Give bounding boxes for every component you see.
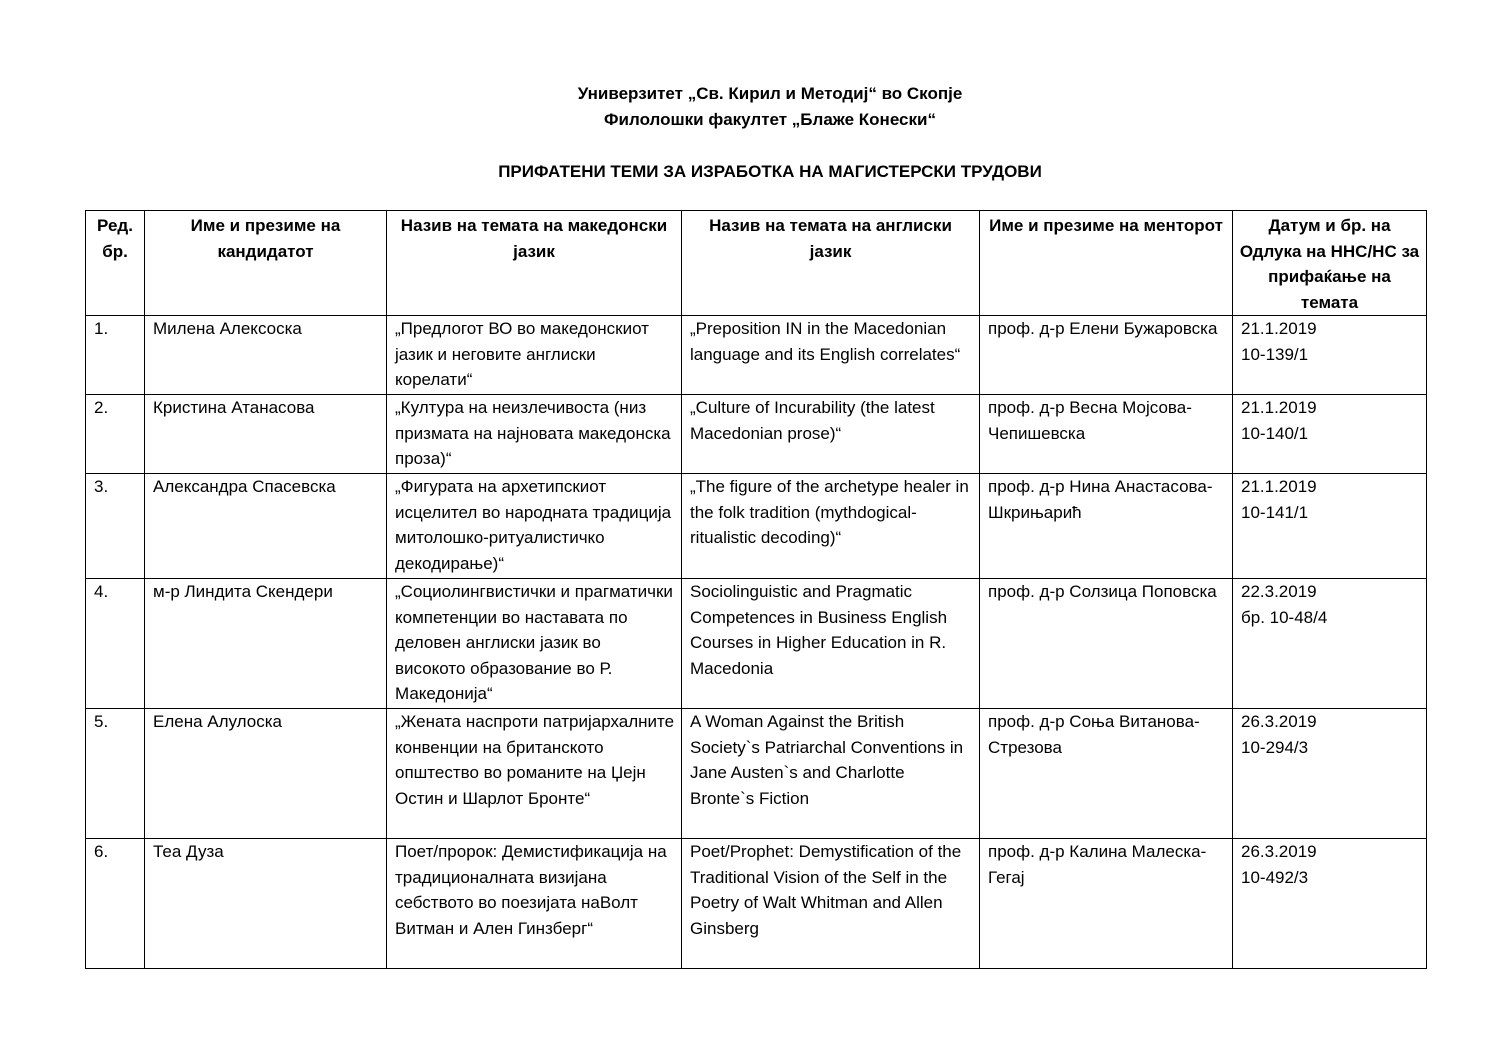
table-row — [86, 579, 1427, 709]
table-header-row — [86, 211, 1427, 316]
decision-number: 10-141/1 — [1241, 502, 1309, 522]
topic-title-en: „Culture of Incurability (the latest Macedonian prose)“ — [682, 395, 980, 474]
candidate-name: Елена Алулоска — [145, 709, 387, 839]
faculty-name: Филолошки факултет „Блаже Конески“ — [604, 110, 936, 129]
row-number: 3. — [86, 474, 145, 579]
table-row — [86, 474, 1427, 579]
mentor-name: проф. д-р Солзица Поповска — [980, 579, 1233, 709]
row-number: 1. — [86, 316, 145, 395]
topic-title-mk: Поет/пророк: Демистификација на традиционалната визијана себството во поезијата наВолт Витман и Ален Гинзберг“ — [387, 839, 682, 969]
mentor-name: проф. д-р Калина Малеска-Гегај — [980, 839, 1233, 969]
decision-date: 26.3.2019 — [1241, 842, 1317, 861]
mentor-name: проф. д-р Соња Витанова-Стрезова — [980, 709, 1233, 839]
topic-title-en: „The figure of the archetype healer in the folk tradition (mythdogical-ritualistic decoding)“ — [682, 474, 980, 579]
table-row — [86, 316, 1427, 395]
decision-cell — [1233, 579, 1427, 709]
table-row — [86, 709, 1427, 839]
topic-title-mk: „Жената наспроти патријархалните конвенции на британското општество во романите на Џејн Остин и Шарлот Бронте“ — [387, 709, 682, 839]
candidate-name: Милена Алексоска — [145, 316, 387, 395]
decision-cell — [1233, 709, 1427, 839]
decision-date: 26.3.2019 — [1241, 712, 1317, 731]
document-title: ПРИФАТЕНИ ТЕМИ ЗА ИЗРАБОТКА НА МАГИСТЕРСКИ ТРУДОВИ — [498, 162, 1042, 181]
university-name: Универзитет „Св. Кирил и Методиј“ во Скопје — [577, 84, 963, 103]
column-header-mentor: Име и презиме на менторот — [980, 211, 1233, 316]
column-header-number: Ред. бр. — [86, 211, 145, 316]
mentor-name: проф. д-р Нина Анастасова-Шкрињарић — [980, 474, 1233, 579]
decision-number: 10-294/3 — [1241, 737, 1309, 757]
candidate-name: Александра Спасевска — [145, 474, 387, 579]
row-number: 2. — [86, 395, 145, 474]
decision-number: 10-139/1 — [1241, 344, 1309, 364]
decision-cell — [1233, 839, 1427, 969]
decision-date: 21.1.2019 — [1241, 477, 1317, 496]
topic-title-en: A Woman Against the British Society`s Patriarchal Conventions in Jane Austen`s and Charlotte Bronte`s Fiction — [682, 709, 980, 839]
candidate-name: Кристина Атанасова — [145, 395, 387, 474]
topic-title-mk: „Социолингвистички и прагматички компетенции во наставата по деловен англиски јазик во високото образование во Р. Македонија“ — [387, 579, 682, 709]
row-number: 5. — [86, 709, 145, 839]
topic-title-mk: „Предлогот ВО во македонскиот јазик и неговите англиски корелати“ — [387, 316, 682, 395]
decision-date: 22.3.2019 — [1241, 582, 1317, 601]
table-row — [86, 395, 1427, 474]
candidate-name: Теа Дуза — [145, 839, 387, 969]
decision-number: 10-492/3 — [1241, 867, 1309, 887]
topic-title-en: „Preposition IN in the Macedonian language and its English correlates“ — [682, 316, 980, 395]
row-number: 4. — [86, 579, 145, 709]
column-header-decision: Датум и бр. на Одлука на ННС/НС за прифаќање на темата — [1233, 211, 1427, 316]
candidate-name: м-р Линдита Скендери — [145, 579, 387, 709]
mentor-name: проф. д-р Елени Бужаровска — [980, 316, 1233, 395]
topics-table — [85, 210, 1427, 969]
decision-cell — [1233, 474, 1427, 579]
topic-title-en: Poet/Prophet: Demystification of the Traditional Vision of the Self in the Poetry of Walt Whitman and Allen Ginsberg — [682, 839, 980, 969]
topic-title-mk: „Фигурата на архетипскиот исцелител во народната традиција митолошко-ритуалистичко декодирање)“ — [387, 474, 682, 579]
table-row — [86, 839, 1427, 969]
row-number: 6. — [86, 839, 145, 969]
column-header-candidate: Име и презиме на кандидатот — [145, 211, 387, 316]
topic-title-en: Sociolinguistic and Pragmatic Competences in Business English Courses in Higher Education in R. Macedonia — [682, 579, 980, 709]
decision-date: 21.1.2019 — [1241, 319, 1317, 338]
decision-cell — [1233, 316, 1427, 395]
decision-cell — [1233, 395, 1427, 474]
decision-number: бр. 10-48/4 — [1241, 607, 1328, 627]
topic-title-mk: „Култура на неизлечивоста (низ призмата на најновата македонска проза)“ — [387, 395, 682, 474]
decision-number: 10-140/1 — [1241, 423, 1309, 443]
column-header-title-mk: Назив на темата на македонски јазик — [387, 211, 682, 316]
decision-date: 21.1.2019 — [1241, 398, 1317, 417]
mentor-name: проф. д-р Весна Мојсова-Чепишевска — [980, 395, 1233, 474]
column-header-title-en: Назив на темата на англиски јазик — [682, 211, 980, 316]
